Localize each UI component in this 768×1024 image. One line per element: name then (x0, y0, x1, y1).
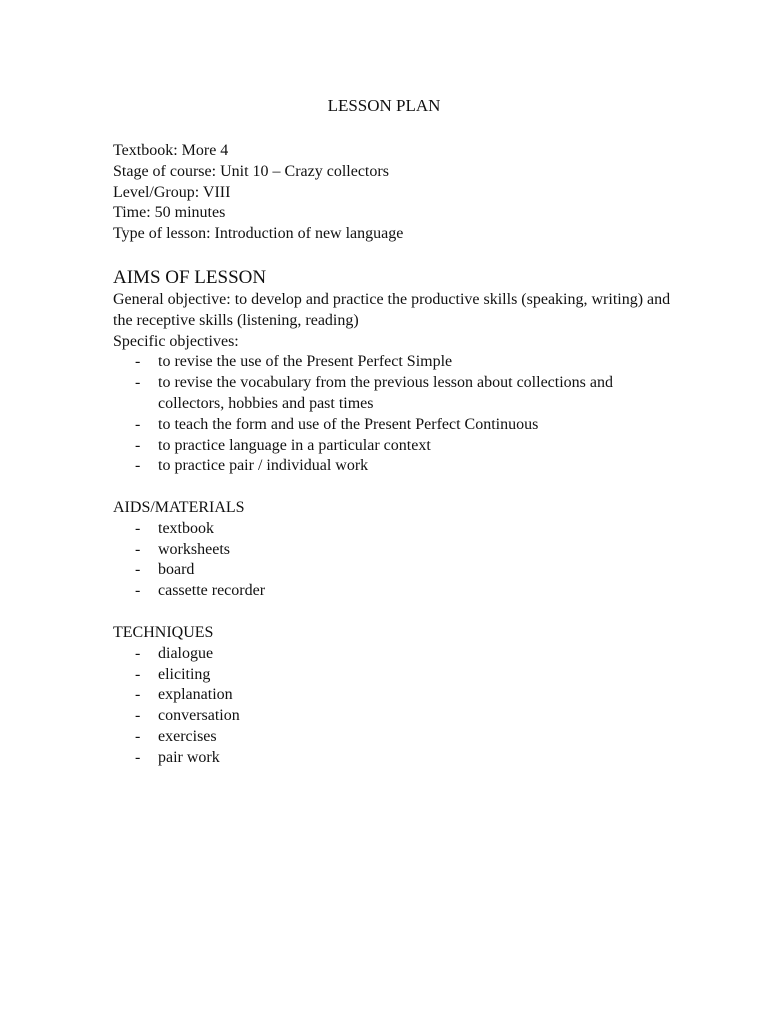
technique-text: conversation (158, 707, 240, 725)
list-item (113, 540, 673, 561)
specific-objectives-list (113, 352, 673, 477)
list-item (113, 456, 673, 477)
material-text: cassette recorder (158, 582, 266, 600)
aims-heading: AIMS OF LESSON (113, 267, 267, 288)
list-item (113, 581, 673, 602)
material-text: board (158, 561, 195, 579)
specific-objectives-heading: Specific objectives: (113, 332, 239, 350)
list-item (113, 644, 673, 665)
bullet-dash: - (135, 665, 141, 683)
techniques-heading: TECHNIQUES (113, 624, 214, 641)
material-text: worksheets (158, 540, 230, 558)
bullet-dash: - (135, 519, 141, 537)
list-item (113, 706, 673, 727)
list-item (113, 352, 673, 373)
objective-text: to revise the use of the Present Perfect Simple (158, 353, 453, 371)
bullet-dash: - (135, 374, 141, 392)
bullet-dash: - (135, 727, 141, 745)
info-level: Level/Group: VIII (113, 183, 231, 201)
techniques-list (113, 644, 673, 769)
list-item (113, 685, 673, 706)
bullet-dash: - (135, 457, 141, 475)
info-stage: Stage of course: Unit 10 – Crazy collectors (113, 162, 389, 180)
technique-text: exercises (158, 727, 217, 745)
bullet-dash: - (135, 353, 141, 371)
technique-text: pair work (158, 748, 220, 766)
techniques-section (113, 623, 673, 769)
info-time: Time: 50 minutes (113, 204, 226, 222)
bullet-dash: - (135, 540, 141, 558)
info-textbook: Textbook: More 4 (113, 142, 229, 159)
info-type: Type of lesson: Introduction of new language (113, 225, 404, 243)
list-item (113, 665, 673, 686)
page-title: LESSON PLAN (327, 96, 441, 115)
list-item (113, 415, 673, 436)
list-item (113, 373, 673, 415)
list-item (113, 436, 673, 457)
bullet-dash: - (135, 436, 141, 454)
material-text: textbook (158, 519, 214, 537)
list-item (113, 727, 673, 748)
bullet-dash: - (135, 415, 141, 433)
materials-heading: AIDS/MATERIALS (113, 499, 245, 516)
bullet-dash: - (135, 582, 141, 600)
list-item (113, 519, 673, 540)
technique-text: explanation (158, 686, 233, 704)
objective-text: to practice language in a particular context (158, 436, 431, 454)
objective-text: to teach the form and use of the Present Perfect Continuous (158, 415, 539, 433)
bullet-dash: - (135, 644, 141, 662)
objective-text: to revise the vocabulary from the previous lesson about collections and collectors, hobbies and past times (158, 374, 613, 412)
bullet-dash: - (135, 686, 141, 704)
materials-list (113, 519, 673, 602)
bullet-dash: - (135, 748, 141, 766)
technique-text: eliciting (158, 665, 211, 683)
technique-text: dialogue (158, 644, 214, 662)
list-item (113, 560, 673, 581)
general-objective: General objective: to develop and practice the productive skills (speaking, writing) and the receptive skills (listening, reading) (113, 291, 671, 329)
objective-text: to practice pair / individual work (158, 457, 369, 475)
materials-section (113, 498, 673, 602)
lesson-info (113, 141, 673, 245)
aims-section (113, 266, 673, 477)
list-item (113, 748, 673, 769)
bullet-dash: - (135, 707, 141, 725)
bullet-dash: - (135, 561, 141, 579)
